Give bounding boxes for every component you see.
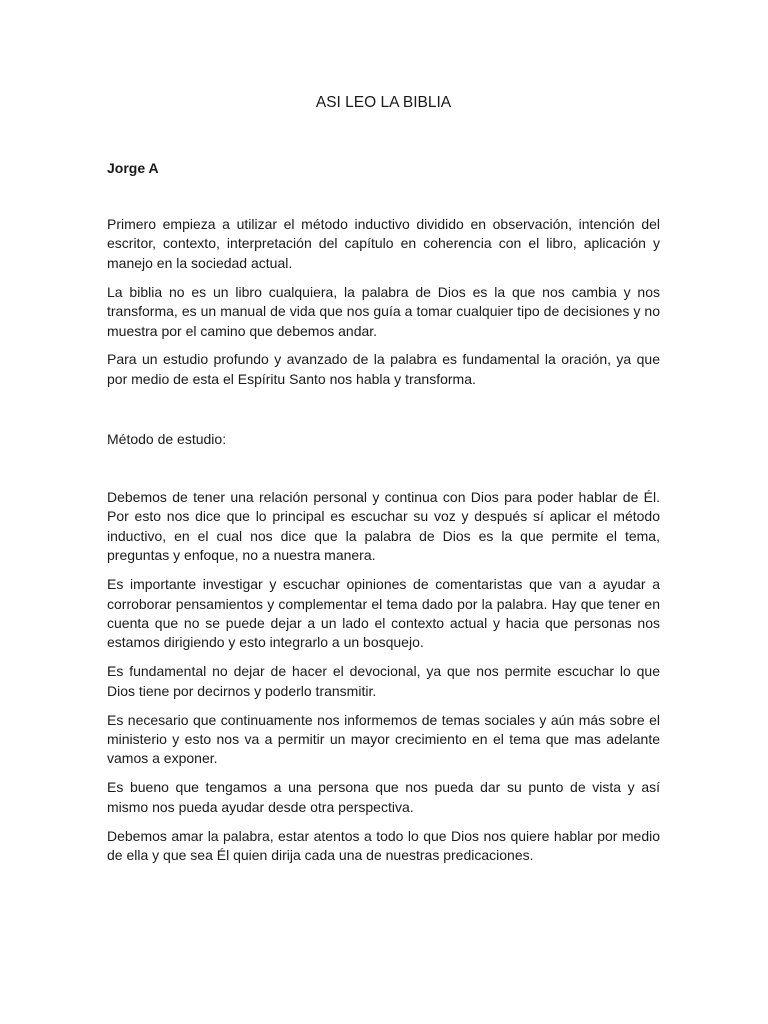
method-paragraph-1: Debemos de tener una relación personal y continua con Dios para poder hablar de Él. Por esto nos dice que lo principal es escuchar su voz y después sí aplicar el método inductivo, en el cual nos dice que la palabra de Dios es la que permite el tema, preguntas y enfoque, no a nuestra manera. bbox=[107, 489, 660, 564]
method-paragraph-4: Es necesario que continuamente nos informemos de temas sociales y aún más sobre el ministerio y esto nos va a permitir un mayor crecimiento en el tema que mas adelante vamos a exponer. bbox=[107, 711, 660, 767]
intro-paragraph-2: La biblia no es un libro cualquiera, la palabra de Dios es la que nos cambia y nos transforma, es un manual de vida que nos guía a tomar cualquier tipo de decisiones y no muestra por el camino que debemos andar. bbox=[107, 283, 660, 339]
method-paragraph-3: Es fundamental no dejar de hacer el devocional, ya que nos permite escuchar lo que Dios tiene por decirnos y poderlo transmitir. bbox=[107, 663, 660, 699]
intro-section bbox=[107, 215, 660, 399]
method-paragraph-6: Debemos amar la palabra, estar atentos a todo lo que Dios nos quiere hablar por medio de ella y que sea Él quien dirija cada una de nuestras predicaciones. bbox=[107, 827, 660, 863]
method-heading-section bbox=[107, 430, 660, 449]
method-paragraph-5: Es bueno que tengamos a una persona que nos pueda dar su punto de vista y así mismo nos pueda ayudar desde otra perspectiva. bbox=[107, 779, 660, 815]
document-author: Jorge A bbox=[107, 160, 159, 176]
section-heading: Método de estudio: bbox=[107, 431, 227, 447]
method-section bbox=[107, 488, 660, 875]
method-paragraph-2: Es importante investigar y escuchar opiniones de comentaristas que van a ayudar a corroborar pensamientos y complementar el tema dado por la palabra. Hay que tener en cuenta que no se puede dejar a un lado el contexto actual y hacia que personas nos estamos dirigiendo y esto integrarlo a un bosquejo. bbox=[107, 576, 660, 651]
intro-paragraph-3: Para un estudio profundo y avanzado de la palabra es fundamental la oración, ya que por medio de esta el Espíritu Santo nos habla y transforma. bbox=[107, 351, 660, 387]
intro-paragraph-1: Primero empieza a utilizar el método inductivo dividido en observación, intención del escritor, contexto, interpretación del capítulo en coherencia con el libro, aplicación y manejo en la sociedad actual. bbox=[107, 216, 660, 271]
document-title: ASI LEO LA BIBLIA bbox=[315, 94, 452, 111]
